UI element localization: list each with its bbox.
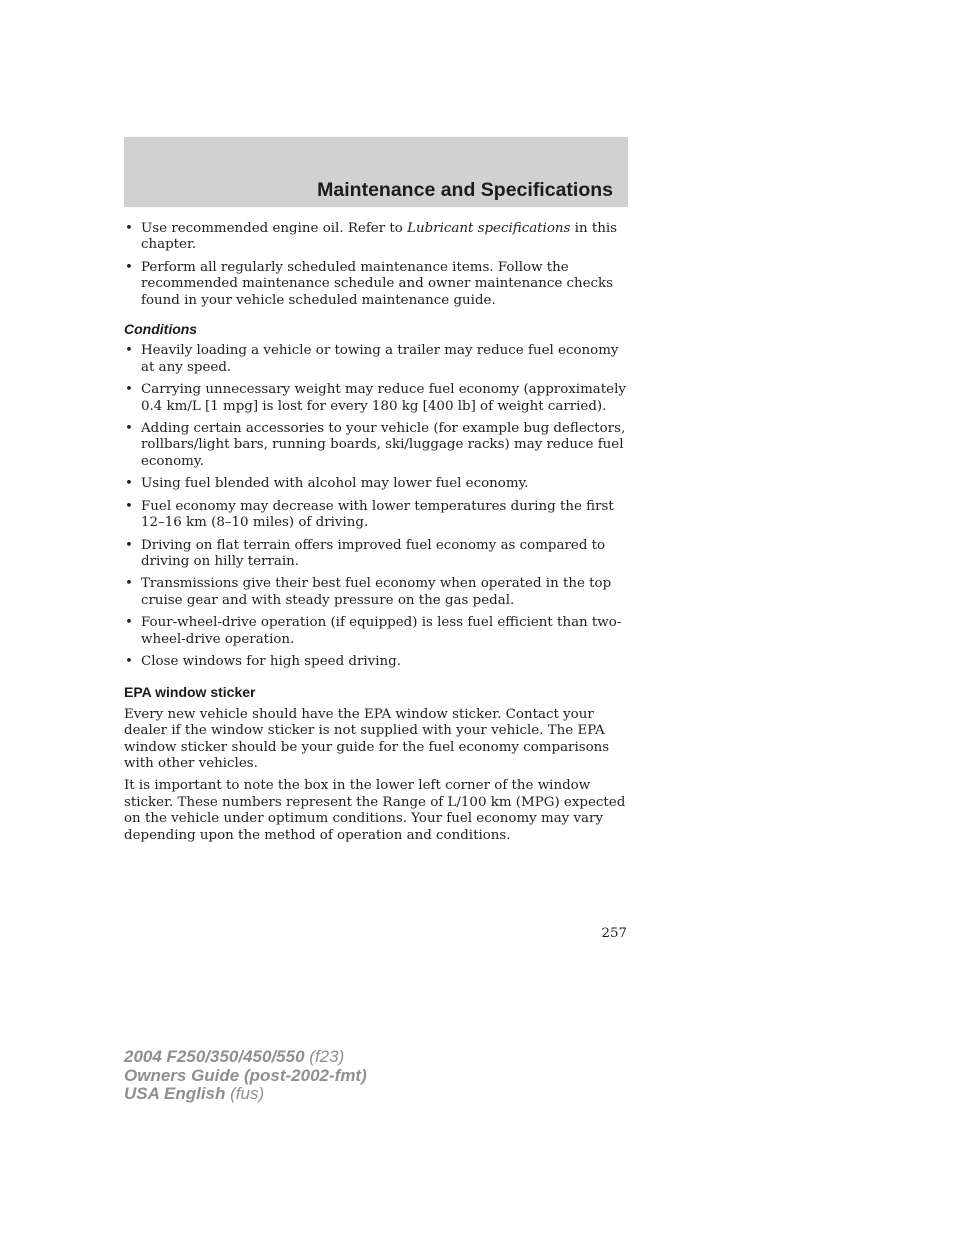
lubricant-specifications-reference: Lubricant specifications <box>407 221 571 236</box>
list-item: • Transmissions give their best fuel economy when operated in the top cruise gear and with steady pressure on the gas pedal. <box>124 576 634 609</box>
epa-window-sticker-heading: EPA window sticker <box>124 684 256 701</box>
list-item <box>124 221 634 254</box>
page-number: 257 <box>601 926 627 941</box>
list-item: • Heavily loading a vehicle or towing a trailer may reduce fuel economy at any speed. <box>124 343 634 376</box>
list-item: • Perform all regularly scheduled maintenance items. Follow the recommended maintenance schedule and owner maintenance checks found in your vehicle scheduled maintenance guide. <box>124 260 634 309</box>
list-item: • Four-wheel-drive operation (if equipped) is less fuel efficient than two-wheel-drive operation. <box>124 615 634 648</box>
document-footer <box>124 1048 367 1104</box>
page-content <box>124 221 634 850</box>
section-header-band <box>124 137 628 207</box>
list-item: • Adding certain accessories to your vehicle (for example bug deflectors, rollbars/light bars, running boards, ski/luggage racks) may reduce fuel economy. <box>124 421 634 470</box>
list-item: • Close windows for high speed driving. <box>124 654 634 670</box>
list-item: • Driving on flat terrain offers improved fuel economy as compared to driving on hilly terrain. <box>124 538 634 571</box>
conditions-bullet-list <box>124 343 634 670</box>
list-item: • Fuel economy may decrease with lower temperatures during the first 12–16 km (8–10 miles) of driving. <box>124 499 634 532</box>
section-title: Maintenance and Specifications <box>317 179 613 201</box>
bullet-text: in this chapter. <box>141 221 617 253</box>
conditions-heading: Conditions <box>124 321 198 338</box>
bullet-text: Use recommended engine oil. Refer to <box>141 221 408 236</box>
list-item: • Using fuel blended with alcohol may lower fuel economy. <box>124 476 634 492</box>
epa-paragraph: It is important to note the box in the lower left corner of the window sticker. These numbers represent the Range of L/100 km (MPG) expected on the vehicle under optimum conditions. Your fuel economy may vary depending upon the method of operation and conditions. <box>124 778 626 843</box>
list-item: • Carrying unnecessary weight may reduce fuel economy (approximately 0.4 km/L [1 mpg] is lost for every 180 kg [400 lb] of weight carried). <box>124 382 634 415</box>
epa-paragraph: Every new vehicle should have the EPA window sticker. Contact your dealer if the window sticker is not supplied with your vehicle. The EPA window sticker should be your guide for the fuel economy comparisons with other vehicles. <box>124 706 610 771</box>
footer-line-language: USA English (fus) <box>124 1084 265 1103</box>
footer-line-model: 2004 F250/350/450/550 (f23) <box>124 1047 345 1066</box>
footer-line-guide: Owners Guide (post-2002-fmt) <box>124 1065 367 1085</box>
intro-bullet-list <box>124 221 634 309</box>
